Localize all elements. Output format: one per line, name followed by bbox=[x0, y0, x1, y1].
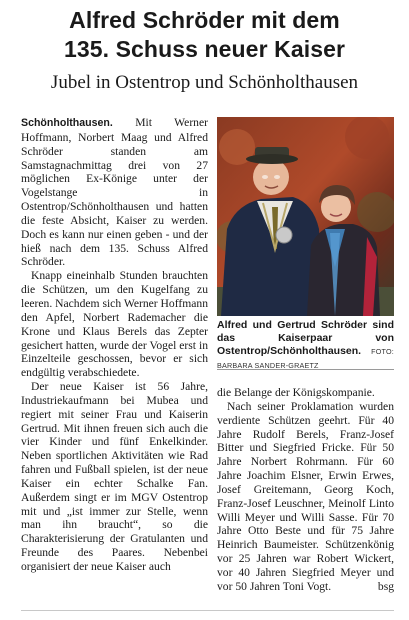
bottom-divider bbox=[21, 610, 394, 611]
photo-kaiserpaar bbox=[217, 117, 394, 316]
paragraph-4 bbox=[217, 400, 394, 594]
article-headline bbox=[0, 6, 409, 64]
caption-text: Alfred und Gertrud Schröder sind das Kaiserpaar von Ostentrop/Schönholthausen. bbox=[217, 319, 394, 358]
author-signature: bsg bbox=[377, 579, 394, 593]
paragraph-2: Knapp eineinhalb Stunden brauchten die Schützen, um den Kugelfang zu leeren. Nachdem sich Werner Hoffmann den Apfel, Norbert Rademacher die Krone und Klaus Berels das Zepter gesichert hatten, wurde der Vogel erst in Einzelteile geschossen, bevor er sich endgültig verabschiedete. bbox=[21, 269, 208, 380]
photo-credit: FOTO: BARBARA SANDER-GRAETZ bbox=[217, 347, 394, 370]
headline-line-1: Alfred Schröder mit dem bbox=[69, 7, 340, 33]
paragraph-3: Der neue Kaiser ist 56 Jahre, Industriekaufmann bei Mubea und regiert mit seiner Frau und Kaiserin Gertrud. Mit ihnen freuen sich auch die vier Kinder und fünf Enkelkinder. Neben sportlichen Aktivitäten wie Rad fahren und Fußball spielen, ist der neue Kaiser ein echter Schalke Fan. Außerdem singt er im MGV Ostentrop mit und „ist immer zur Stelle, wenn man ihn braucht“, so die Charakterisierung der Gratulanten und Freunde des Paares. Nebenbei organisiert der neue Kaiser auch bbox=[21, 380, 208, 573]
paragraph-1 bbox=[21, 116, 208, 269]
article-column-right bbox=[217, 386, 394, 594]
caption-divider bbox=[217, 369, 394, 370]
photo-illustration bbox=[217, 117, 394, 316]
paragraph-3-continued: die Belange der Königskompanie. bbox=[217, 386, 375, 399]
article-column-left bbox=[21, 116, 208, 574]
article-subheadline: Jubel in Ostentrop und Schönholthausen bbox=[50, 72, 359, 93]
dateline: Schönholthausen. bbox=[21, 117, 113, 129]
photo-caption bbox=[217, 319, 394, 372]
paragraph-1-text: Mit Werner Hoffmann, Norbert Maag und Alfred Schröder standen am Samstagnachmittag drei von 27 möglichen Ex-Könige unter der Vogelstange in Ostentrop/Schönholthausen und hatten die feste Absicht, Kaiser zu werden. Doch es kann nur einen geben - und der hieß nach dem 135. Schuss Alfred Schröder. bbox=[21, 116, 208, 269]
headline-line-2: 135. Schuss neuer Kaiser bbox=[63, 36, 346, 62]
paragraph-4-text: Nach seiner Proklamation wurden verdiente Schützen geehrt. Für 40 Jahre Rudolf Berels, Franz-Josef Bitter und Siegfried Fricke. Für 50 Jahre Norbert Rohrmann. Für 60 Jahre Joachim Elsner, Erwin Erwes, Josef Greitemann, Georg Koch, Franz-Josef Leuschner, Meinolf Linto Willi Meyer und Willi Sasse. Für 70 Jahre Otto Beste und für 75 Jahre Heinrich Baumeister. Schützenkönig vor 25 Jahren war Robert Wickert, vor 40 Jahren Siegfried Meyer und vor 50 Jahren Toni Vogt. bbox=[217, 399, 394, 593]
